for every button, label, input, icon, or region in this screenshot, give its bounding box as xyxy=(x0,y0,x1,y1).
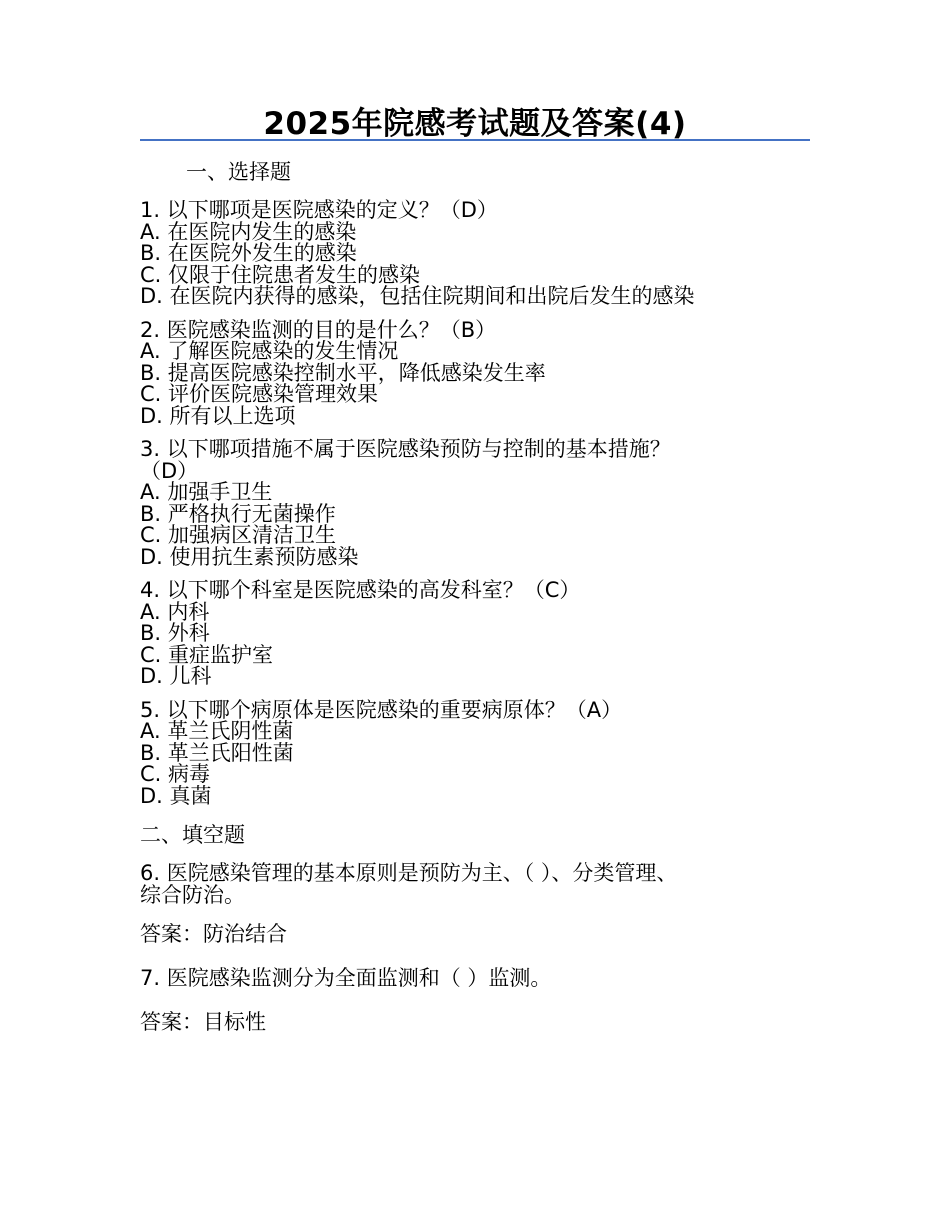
option-a: A. 内科 xyxy=(140,599,210,624)
question-stem: 2. 医院感染监测的目的是什么？（B） xyxy=(140,317,497,342)
document-title: 2025年院感考试题及答案(4) xyxy=(263,106,687,142)
question-stem: 1. 以下哪项是医院感染的定义？（D） xyxy=(140,198,498,222)
question-stem-line-2: （D） xyxy=(140,458,199,483)
section-heading-fill: 二、填空题 xyxy=(140,823,245,847)
option-c: C. 加强病区清洁卫生 xyxy=(140,523,337,547)
title-underline xyxy=(140,139,810,141)
question-stem: 4. 以下哪个科室是医院感染的高发科室？（C） xyxy=(140,578,581,602)
question-4 xyxy=(140,580,810,688)
option-a: A. 加强手卫生 xyxy=(140,480,273,504)
question-3 xyxy=(140,439,810,568)
document-body xyxy=(140,156,810,1050)
answer-6: 答案：防治结合 xyxy=(140,922,287,946)
fill-stem-line-1: 6. 医院感染管理的基本原则是预防为主、（ ）、分类管理、 xyxy=(140,861,678,885)
question-1 xyxy=(140,200,810,308)
fill-stem-line-2: 综合防治。 xyxy=(140,882,245,907)
option-b: B. 外科 xyxy=(140,621,210,645)
option-a: A. 在医院内发生的感染 xyxy=(140,219,357,244)
question-5 xyxy=(140,697,810,808)
option-a: A. 革兰氏阴性菌 xyxy=(140,719,294,743)
option-c: C. 评价医院感染管理效果 xyxy=(140,382,379,406)
option-b: B. 革兰氏阳性菌 xyxy=(140,740,294,765)
option-d: D. 在医院内获得的感染，包括住院期间和出院后发生的感染 xyxy=(140,284,695,308)
option-d: D. 儿科 xyxy=(140,664,212,688)
option-b: B. 严格执行无菌操作 xyxy=(140,501,336,526)
answer-7: 答案：目标性 xyxy=(140,1010,266,1034)
question-stem-line-1: 3. 以下哪项措施不属于医院感染预防与控制的基本措施？ xyxy=(140,437,671,461)
option-c: C. 病毒 xyxy=(140,762,211,786)
option-a: A. 了解医院感染的发生情况 xyxy=(140,339,399,363)
option-b: B. 提高医院感染控制水平，降低感染发生率 xyxy=(140,360,546,385)
question-stem: 5. 以下哪个病原体是医院感染的重要病原体？（A） xyxy=(140,697,623,722)
option-c: C. 重症监护室 xyxy=(140,642,274,667)
fill-question-7: 7. 医院感染监测分为全面监测和（ ）监测。 xyxy=(140,966,552,990)
option-d: D. 所有以上选项 xyxy=(140,403,296,428)
fill-question-6 xyxy=(140,863,810,906)
question-2 xyxy=(140,317,810,428)
option-d: D. 使用抗生素预防感染 xyxy=(140,544,359,569)
option-d: D. 真菌 xyxy=(140,783,212,808)
section-heading-choice: 一、选择题 xyxy=(186,160,291,184)
option-c: C. 仅限于住院患者发生的感染 xyxy=(140,262,421,287)
option-b: B. 在医院外发生的感染 xyxy=(140,241,357,265)
